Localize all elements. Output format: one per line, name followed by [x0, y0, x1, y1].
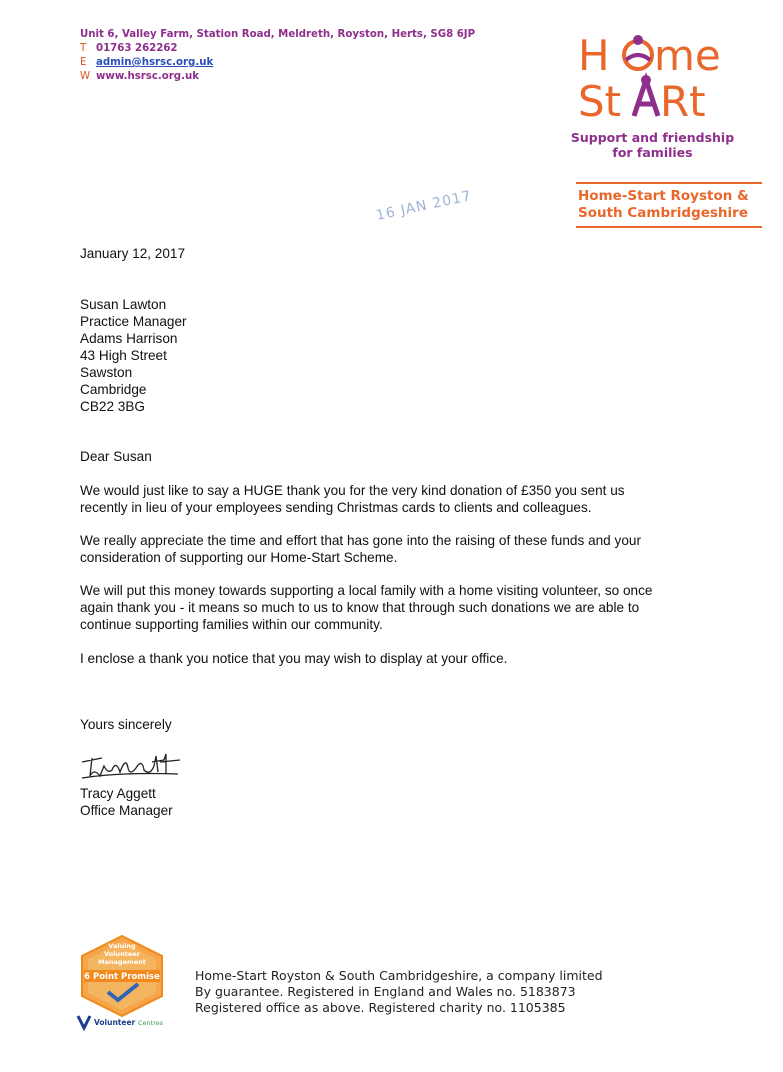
recipient-line: Sawston	[80, 365, 133, 380]
recipient-line: Adams Harrison	[80, 331, 178, 346]
badge-line-1: Valuing	[108, 942, 136, 950]
web-address: www.hsrsc.org.uk	[96, 71, 199, 82]
salutation: Dear Susan	[80, 449, 152, 464]
tagline-line-1: Support and friendship	[570, 130, 735, 145]
email-line	[80, 56, 500, 70]
paragraph-line: We would just like to say a HUGE thank you for the very kind donation of £350 you sent us	[80, 483, 625, 498]
email-link[interactable]: admin@hsrsc.org.uk	[96, 57, 214, 68]
paragraph-4	[80, 650, 740, 667]
branch-name	[578, 188, 763, 222]
paragraph-line: We really appreciate the time and effort that has gone into the raising of these funds and your	[80, 533, 641, 548]
signature-graphic	[80, 748, 195, 784]
address-line: Unit 6, Valley Farm, Station Road, Meldreth, Royston, Herts, SG8 6JP	[80, 29, 476, 40]
branch-top-rule	[576, 182, 762, 184]
badge-graphic	[72, 932, 172, 1032]
volunteer-promise-badge	[72, 932, 172, 1032]
paragraph-line: again thank you - it means so much to us to know that through such donations we are able to	[80, 600, 640, 615]
footer-line: Home-Start Royston & South Cambridgeshire, a company limited	[195, 968, 603, 983]
recipient-line: Susan Lawton	[80, 297, 167, 312]
home-start-logo	[576, 30, 746, 125]
paragraph-line: I enclose a thank you notice that you may wish to display at your office.	[80, 651, 508, 666]
signer-title: Office Manager	[80, 803, 173, 818]
svg-text:Rt: Rt	[660, 77, 706, 125]
signer-name: Tracy Aggett	[80, 786, 156, 801]
recipient-line: Practice Manager	[80, 314, 187, 329]
badge-org-2: Centres	[138, 1019, 164, 1027]
phone-key: T	[80, 43, 87, 54]
paragraph-1	[80, 482, 740, 516]
paragraph-2	[80, 532, 740, 566]
signer-block	[80, 785, 173, 819]
paragraph-line: continue supporting families within our community.	[80, 617, 383, 632]
badge-org: Volunteer	[94, 1018, 136, 1027]
paragraph-line: recently in lieu of your employees sending Christmas cards to clients and colleagues.	[80, 500, 592, 515]
badge-line-3: Management	[98, 958, 146, 966]
email-key: E	[80, 57, 87, 68]
branch-line-2: South Cambridgeshire	[578, 205, 748, 221]
phone-number: 01763 262262	[96, 43, 178, 54]
paragraph-line: consideration of supporting our Home-Start Scheme.	[80, 550, 398, 565]
closing: Yours sincerely	[80, 717, 172, 732]
recipient-line: 43 High Street	[80, 348, 167, 363]
signature	[80, 748, 195, 784]
logo-tagline	[570, 130, 735, 160]
badge-promise: 6 Point Promise	[84, 972, 160, 982]
received-date-stamp: 16 JAN 2017	[374, 188, 474, 224]
letter-date: January 12, 2017	[80, 246, 186, 261]
recipient-line: CB22 3BG	[80, 399, 145, 414]
recipient-line: Cambridge	[80, 382, 147, 397]
tagline-line-2: for families	[612, 145, 693, 160]
company-registration-footer	[195, 968, 635, 1016]
paragraph-3	[80, 582, 740, 633]
phone-line	[80, 42, 500, 56]
footer-line: By guarantee. Registered in England and Wales no. 5183873	[195, 984, 576, 999]
svg-text:me: me	[654, 31, 721, 80]
svg-text:St: St	[578, 77, 622, 125]
home-start-logo-graphic	[576, 30, 746, 125]
paragraph-line: We will put this money towards supporting a local family with a home visiting volunteer, so once	[80, 583, 653, 598]
branch-line-1: Home-Start Royston &	[578, 188, 749, 204]
footer-line: Registered office as above. Registered charity no. 1105385	[195, 1000, 566, 1015]
recipient-address	[80, 296, 187, 415]
letterhead-address-block	[80, 28, 500, 84]
web-line	[80, 70, 500, 84]
branch-bottom-rule	[576, 226, 762, 228]
badge-line-2: Volunteer	[104, 950, 140, 958]
web-key: W	[80, 71, 91, 82]
svg-text:H: H	[578, 31, 610, 80]
